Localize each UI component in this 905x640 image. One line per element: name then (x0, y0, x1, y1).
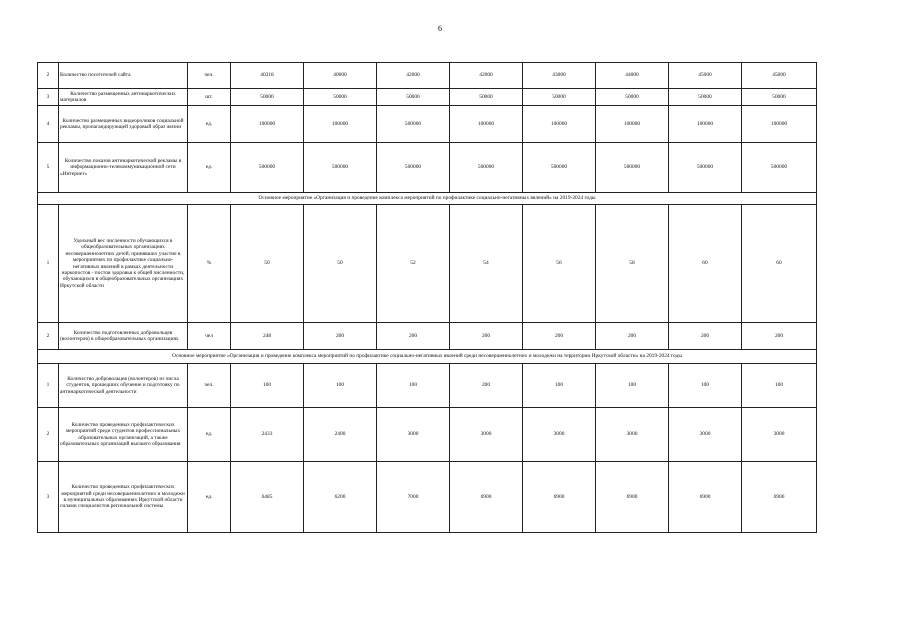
value-cell: 6900 (742, 462, 817, 533)
value-cell: 500000 (596, 143, 669, 193)
value-cell: 100 (596, 364, 669, 408)
indicator-description: Количество показов антинаркотической рекламы в информационно-телекоммуникационной сети «Интернет» (59, 143, 188, 193)
value-cell: 100000 (231, 106, 304, 143)
value-cell: 45000 (669, 63, 742, 89)
value-cell: 500000 (377, 143, 450, 193)
value-cell: 50000 (377, 89, 450, 106)
value-cell: 3000 (450, 408, 523, 462)
unit-cell: чел. (188, 364, 231, 408)
value-cell: 60 (742, 205, 817, 323)
value-cell: 7000 (377, 462, 450, 533)
row-number-cell (38, 143, 59, 193)
row-number-cell (38, 106, 59, 143)
value-cell: 52 (377, 205, 450, 323)
value-cell: 3000 (596, 408, 669, 462)
indicator-description: Количество проведенных профилактических мероприятий среди несовершеннолетних и молодежи в муниципальных образованиях Иркутской области силами специалистов региональной системы (59, 462, 188, 533)
unit-cell: ед. (188, 143, 231, 193)
row-number-cell (38, 63, 59, 89)
value-cell: 50 (304, 205, 377, 323)
value-cell: 3000 (669, 408, 742, 462)
indicators-table (37, 62, 817, 533)
row-number: 2 (46, 332, 50, 339)
value-cell: 200 (596, 323, 669, 350)
value-cell: 100 (742, 364, 817, 408)
section-row (38, 193, 817, 205)
unit-cell: ед. (188, 408, 231, 462)
table-row (38, 323, 817, 350)
value-cell: 200 (304, 323, 377, 350)
value-cell: 60 (669, 205, 742, 323)
value-cell: 500000 (450, 143, 523, 193)
row-number-cell (38, 408, 59, 462)
row-number-cell (38, 364, 59, 408)
row-number: 2 (46, 431, 50, 438)
indicator-description: Количество подготовленных добровольцев (волонтеров) в общеобразовательных организациях (59, 323, 188, 350)
unit-cell: чел (188, 323, 231, 350)
row-number: 3 (46, 493, 50, 500)
value-cell: 200 (377, 323, 450, 350)
value-cell: 200 (450, 323, 523, 350)
value-cell: 6200 (304, 462, 377, 533)
value-cell: 42000 (377, 63, 450, 89)
value-cell: 500000 (377, 106, 450, 143)
value-cell: 100000 (450, 106, 523, 143)
value-cell: 43000 (523, 63, 596, 89)
row-number-cell (38, 462, 59, 533)
value-cell: 200 (742, 323, 817, 350)
value-cell: 100000 (523, 106, 596, 143)
value-cell: 500000 (231, 143, 304, 193)
value-cell: 50000 (523, 89, 596, 106)
value-cell: 50000 (450, 89, 523, 106)
indicator-description: Количество добровольцев (волонтеров) из числа студентов, прошедших обучение и подготовку по антинаркотической деятельности (59, 364, 188, 408)
value-cell: 500000 (742, 143, 817, 193)
value-cell: 50000 (669, 89, 742, 106)
value-cell: 3000 (523, 408, 596, 462)
value-cell: 100 (669, 364, 742, 408)
value-cell: 248 (231, 323, 304, 350)
row-number: 1 (46, 260, 50, 267)
value-cell: 200 (450, 364, 523, 408)
value-cell: 6485 (231, 462, 304, 533)
row-number-cell (38, 89, 59, 106)
table-row (38, 408, 817, 462)
value-cell: 500000 (304, 143, 377, 193)
value-cell: 40318 (231, 63, 304, 89)
value-cell: 100000 (742, 106, 817, 143)
unit-cell: шт. (188, 89, 231, 106)
value-cell: 100 (304, 364, 377, 408)
value-cell: 3000 (377, 408, 450, 462)
value-cell: 100 (231, 364, 304, 408)
value-cell: 500000 (669, 143, 742, 193)
indicator-description: Количество посетителей сайта (59, 63, 188, 89)
section-title: Основное мероприятие «Организация и проведение комплекса мероприятий по профилактике социально-негативных явлений среди несовершеннолетних и молодежи на территории Иркутской области» на 2019-2024 годы (38, 350, 817, 364)
value-cell: 50000 (231, 89, 304, 106)
indicator-description: Количество размещенных видеороликов социальной рекламы, пропагандирующей здоровый образ жизни (59, 106, 188, 143)
row-number: 4 (46, 120, 50, 127)
value-cell: 100000 (669, 106, 742, 143)
value-cell: 6900 (669, 462, 742, 533)
table-row (38, 106, 817, 143)
value-cell: 50000 (304, 89, 377, 106)
unit-cell: ед. (188, 106, 231, 143)
value-cell: 45000 (742, 63, 817, 89)
row-number: 1 (46, 382, 50, 389)
value-cell: 500000 (523, 143, 596, 193)
value-cell: 6900 (596, 462, 669, 533)
value-cell: 44000 (596, 63, 669, 89)
row-number: 3 (46, 93, 50, 100)
value-cell: 6900 (523, 462, 596, 533)
value-cell: 54 (450, 205, 523, 323)
value-cell: 100 (523, 364, 596, 408)
value-cell: 56 (523, 205, 596, 323)
row-number: 2 (46, 72, 50, 79)
indicator-description: Количество проведенных профилактических мероприятий среди студентов профессиональных образовательных организаций, а также образовательных организаций высшего образования (59, 408, 188, 462)
value-cell: 100 (377, 364, 450, 408)
table-row (38, 89, 817, 106)
value-cell: 6900 (450, 462, 523, 533)
value-cell: 50000 (742, 89, 817, 106)
value-cell: 2433 (231, 408, 304, 462)
section-row (38, 350, 817, 364)
value-cell: 42000 (450, 63, 523, 89)
value-cell: 2400 (304, 408, 377, 462)
unit-cell: ед. (188, 462, 231, 533)
table-row (38, 364, 817, 408)
table-row (38, 462, 817, 533)
value-cell: 3000 (742, 408, 817, 462)
table-row (38, 143, 817, 193)
indicator-description: Удельный вес численности обучающихся в общеобразовательных организациях несовершеннолетних детей, принявших участие в мероприятиях по профилактике социально-негативных явлений в рамках деятельности наркопостов - постов здоровья к общей численности, обучающихся в общеобразовательных организациях Иркутской области (59, 205, 188, 323)
table-row (38, 63, 817, 89)
row-number-cell (38, 323, 59, 350)
unit-cell: % (188, 205, 231, 323)
unit-cell: чел. (188, 63, 231, 89)
section-title: Основное мероприятие «Организация и проведение комплекса мероприятий по профилактике социально-негативных явлений» на 2019-2024 годы (38, 193, 817, 205)
value-cell: 100000 (304, 106, 377, 143)
row-number-cell (38, 205, 59, 323)
value-cell: 200 (523, 323, 596, 350)
value-cell: 100000 (596, 106, 669, 143)
row-number: 5 (46, 164, 50, 171)
indicator-description: Количество размещенных антинаркотических материалов (59, 89, 188, 106)
value-cell: 50 (231, 205, 304, 323)
page-number: 6 (438, 24, 442, 33)
value-cell: 50000 (596, 89, 669, 106)
value-cell: 200 (669, 323, 742, 350)
value-cell: 58 (596, 205, 669, 323)
value-cell: 40000 (304, 63, 377, 89)
table-row (38, 205, 817, 323)
